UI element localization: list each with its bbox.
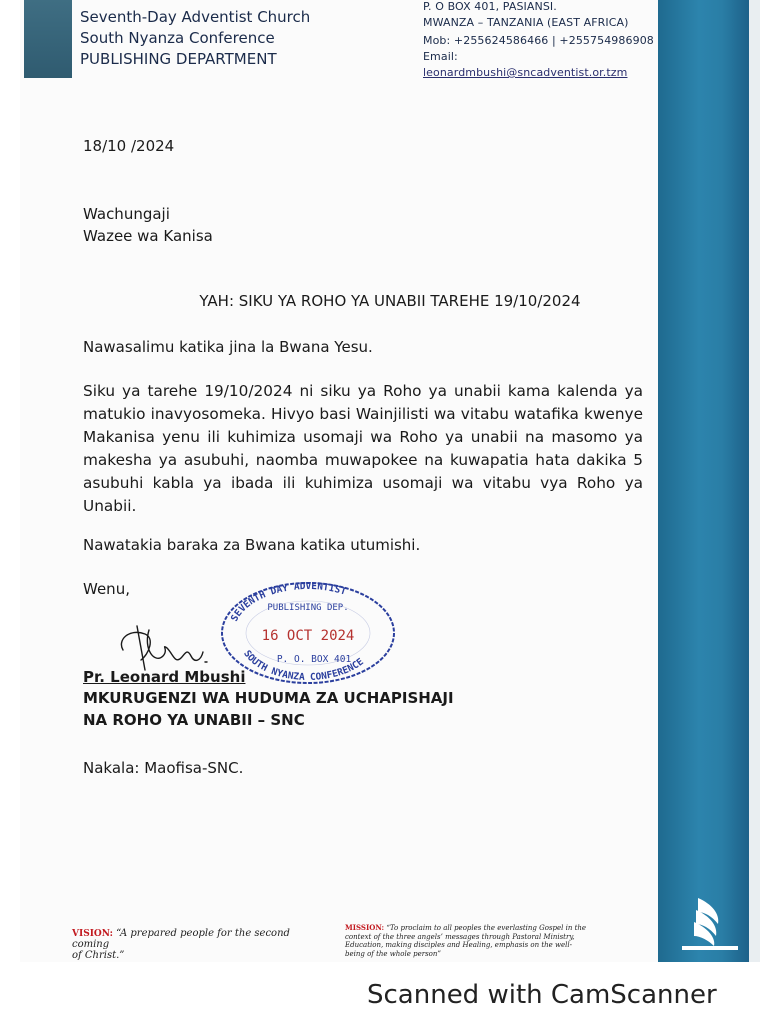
recipient-line-1: Wachungaji — [83, 205, 170, 223]
letter-page — [20, 0, 760, 962]
org-name: Seventh-Day Adventist Church — [80, 8, 311, 26]
sda-flame-logo-icon — [678, 890, 742, 954]
mission-line-4: being of the whole person” — [345, 949, 441, 958]
contact-location: MWANZA – TANZANIA (EAST AFRICA) — [423, 16, 629, 29]
sign-off: Wenu, — [83, 580, 130, 598]
recipient-line-2: Wazee wa Kanisa — [83, 227, 213, 245]
stamp-date: 16 OCT 2024 — [261, 628, 355, 644]
stamp-pobox: P. O. BOX 401 — [276, 654, 352, 665]
stamp-department: PUBLISHING DEP. — [267, 603, 349, 613]
signer-title-line-2: NA ROHO YA UNABII – SNC — [83, 711, 305, 729]
signer-title-line-1: MKURUGENZI WA HUDUMA ZA UCHAPISHAJI — [83, 689, 454, 707]
mission-label: MISSION: — [345, 923, 385, 932]
vision-label: VISION: — [72, 929, 113, 939]
contact-address: P. O BOX 401, PASIANSI. — [423, 0, 557, 13]
letter-greeting: Nawasalimu katika jina la Bwana Yesu. — [83, 338, 373, 356]
stamp-bottom-arc: SOUTH NYANZA CONFERENCE — [241, 648, 366, 684]
org-department: PUBLISHING DEPARTMENT — [80, 50, 277, 68]
mission-line-2: context of the three angels’ messages through Pastoral Ministry, — [345, 932, 575, 941]
org-conference: South Nyanza Conference — [80, 29, 275, 47]
letter-body-paragraph: Siku ya tarehe 19/10/2024 ni siku ya Roho ya unabii kama kalenda ya matukio inavyosomeka. Hivyo basi Wainjilisti wa vitabu watafika kwenye Makanisa yenu ili kuhimiza usomaji wa Roho ya unabii na masomo ya makesha ya asubuhi, naomba muwapokee na kuwapatia hata dakika 5 asubuhi kabla ya ibada ili kuhimiza usomaji wa vitabu vya Roho ya Unabii. — [83, 382, 643, 515]
contact-email-link[interactable]: leonardmbushi@sncadventist.or.tzm — [423, 66, 628, 79]
contact-phone: Mob: +255624586466 | +255754986908 — [423, 34, 654, 47]
vision-text-line-1: “A prepared people for the second coming — [72, 928, 290, 950]
footer-mission — [345, 924, 625, 958]
stamp-top-arc: SEVENTH DAY ADVENTIST — [229, 580, 348, 624]
vision-text-line-2: of Christ.” — [72, 950, 125, 961]
scanner-credit: Scanned with CamScanner — [367, 980, 717, 1010]
mission-line-1: “To proclaim to all peoples the everlasting Gospel in the — [386, 924, 587, 932]
letter-date: 18/10 /2024 — [83, 137, 175, 155]
signer-name: Pr. Leonard Mbushi — [83, 668, 246, 686]
side-accent-band — [658, 0, 749, 962]
page-edge — [749, 0, 760, 962]
letter-subject: YAH: SIKU YA ROHO YA UNABII TAREHE 19/10/2024 — [199, 292, 581, 310]
header-accent-bar — [24, 0, 72, 78]
copy-to: Nakala: Maofisa-SNC. — [83, 759, 244, 777]
contact-email-label: Email: — [423, 50, 458, 63]
mission-line-3: Education, making disciples and Healing, emphasis on the well- — [345, 941, 573, 949]
footer-vision — [72, 928, 312, 961]
closing-wish: Nawatakia baraka za Bwana katika utumishi. — [83, 536, 421, 554]
